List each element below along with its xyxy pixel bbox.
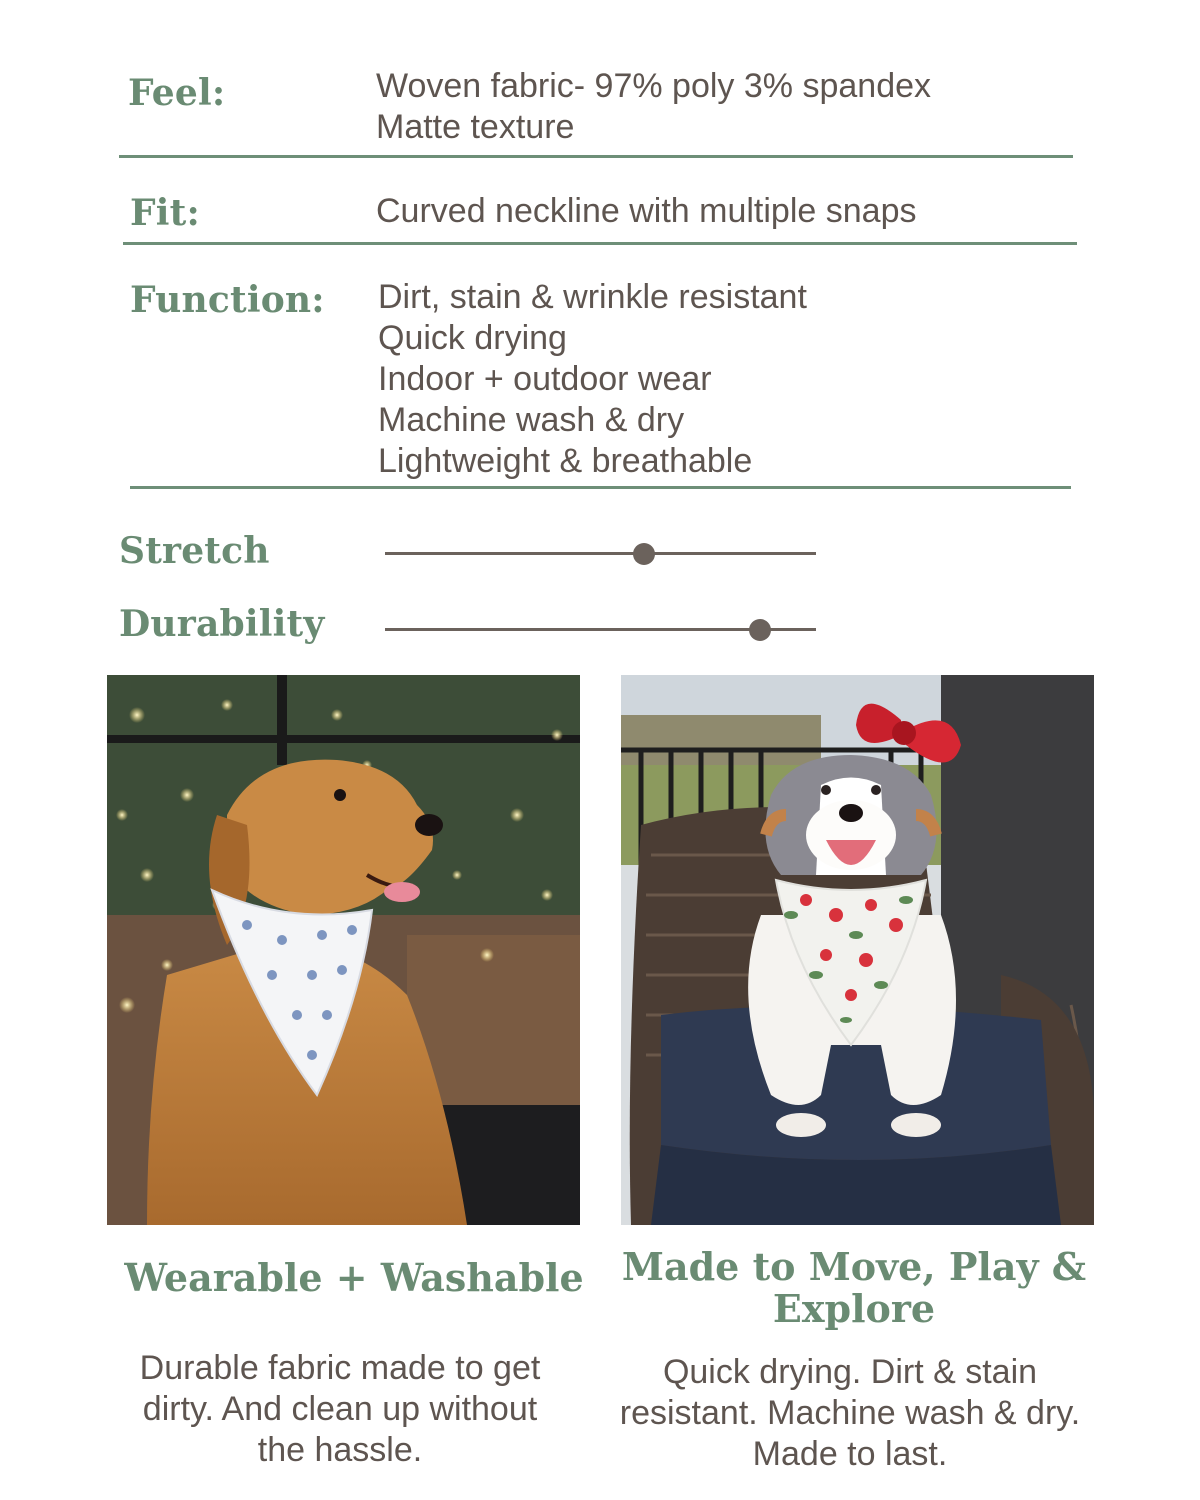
divider xyxy=(123,242,1077,245)
golden-retriever-illustration xyxy=(107,675,580,1225)
feature-description: Quick drying. Dirt & stain resistant. Machine wash & dry. Made to last. xyxy=(619,1353,1081,1473)
australian-shepherd-photo xyxy=(621,675,1094,1225)
feel-label: Feel: xyxy=(128,72,226,114)
feel-values xyxy=(376,66,931,148)
fit-line: Curved neckline with multiple snaps xyxy=(376,192,917,230)
function-line: Dirt, stain & wrinkle resistant xyxy=(378,278,807,316)
golden-retriever-photo xyxy=(107,675,580,1225)
stretch-slider-knob xyxy=(633,543,655,565)
fit-label: Fit: xyxy=(130,192,200,234)
function-line: Indoor + outdoor wear xyxy=(378,360,712,398)
function-values xyxy=(378,277,807,482)
stretch-slider-track xyxy=(385,552,816,555)
feature-title: Made to Move, Play & Explore xyxy=(621,1244,1087,1331)
durability-label: Durability xyxy=(119,603,325,645)
function-label: Function: xyxy=(130,279,325,321)
feel-line: Woven fabric- 97% poly 3% spandex xyxy=(376,67,932,105)
divider xyxy=(119,155,1073,158)
fit-values xyxy=(376,191,916,232)
function-line: Quick drying xyxy=(378,319,567,357)
feel-line: Matte texture xyxy=(376,108,575,146)
divider xyxy=(130,486,1071,489)
durability-slider-knob xyxy=(749,619,771,641)
australian-shepherd-illustration xyxy=(621,675,1094,1225)
function-line: Machine wash & dry xyxy=(378,401,685,439)
feature-description: Durable fabric made to get dirty. And clean up without the hassle. xyxy=(139,1349,541,1469)
feature-title: Wearable + Washable xyxy=(124,1255,584,1300)
function-line: Lightweight & breathable xyxy=(378,442,753,480)
stretch-label: Stretch xyxy=(119,530,270,572)
